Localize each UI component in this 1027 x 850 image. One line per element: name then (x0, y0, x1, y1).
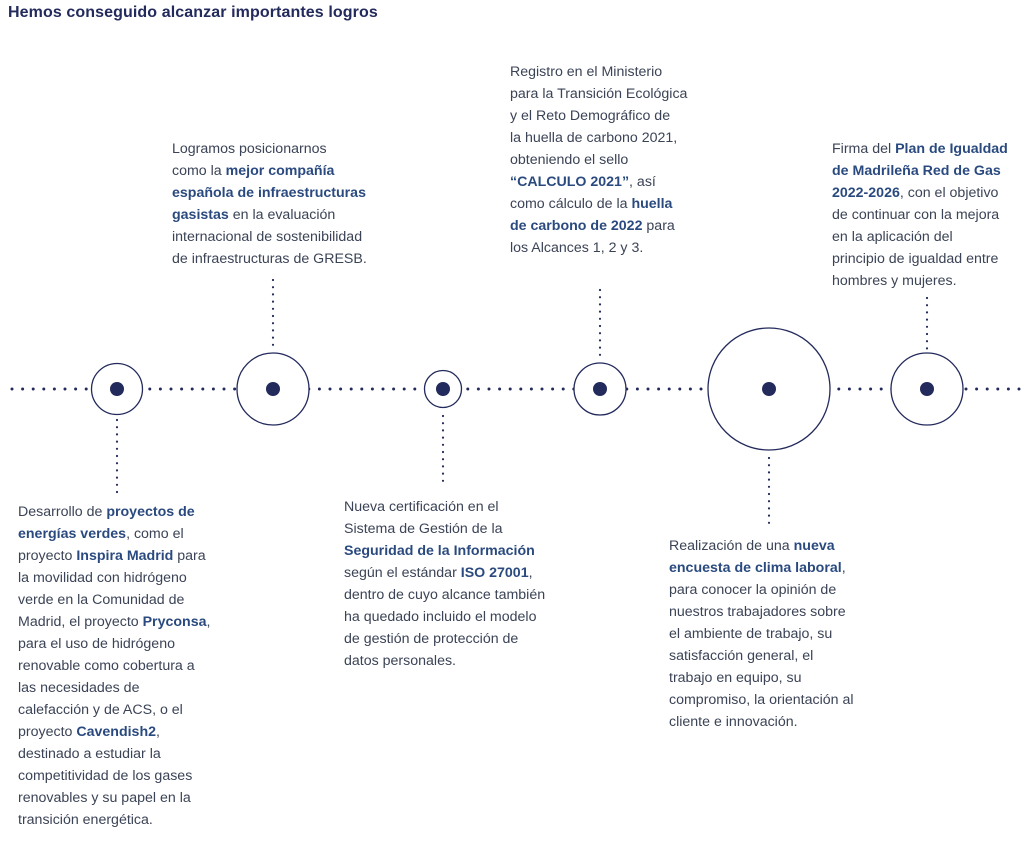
milestone-line (669, 579, 854, 601)
body-text: el ambiente de trabajo, su (669, 626, 833, 642)
body-text: , (841, 560, 846, 576)
body-text: , con el objetivo (899, 185, 999, 201)
highlight-text: de Madrileña Red de Gas (832, 163, 1001, 179)
milestone-line (344, 606, 545, 628)
body-text: dentro de cuyo alcance también (344, 587, 546, 603)
highlight-text: 2022-2026 (832, 185, 900, 201)
milestone-line (344, 562, 545, 584)
milestone-line (510, 105, 687, 127)
body-text: , (206, 614, 211, 630)
milestone-line (344, 650, 545, 672)
body-text: obteniendo el sello (510, 152, 629, 168)
body-text: principio de igualdad entre (832, 251, 999, 267)
milestone-line (832, 204, 1008, 226)
milestone-line (172, 248, 367, 270)
milestone-line (172, 182, 367, 204)
milestone-line (510, 61, 687, 83)
body-text: competitividad de los gases (18, 768, 193, 784)
body-text: la movilidad con hidrógeno (18, 570, 187, 586)
body-text: verde en la Comunidad de (18, 592, 185, 608)
highlight-text: Inspira Madrid (76, 548, 174, 564)
body-text: trabajo en equipo, su (669, 670, 802, 686)
milestone-line (832, 160, 1008, 182)
body-text: Sistema de Gestión de la (344, 521, 503, 537)
body-text: como cálculo de la (510, 196, 632, 212)
node-huella-carbono (574, 363, 626, 415)
body-text: ha quedado incluido el modelo (344, 609, 537, 625)
body-text: en la aplicación del (832, 229, 953, 245)
body-text: proyecto (18, 724, 77, 740)
milestone-line (344, 540, 545, 562)
milestone-line (669, 623, 854, 645)
milestone-line (18, 743, 210, 765)
body-text: proyecto (18, 548, 77, 564)
body-text: según el estándar (344, 565, 461, 581)
body-text: satisfacción general, el (669, 648, 814, 664)
milestone-line (18, 501, 210, 523)
highlight-text: española de infraestructuras (172, 185, 366, 201)
milestone-line (510, 215, 687, 237)
milestone-line (669, 711, 854, 733)
milestone-text-clima-laboral (669, 535, 854, 733)
body-text: la huella de carbono 2021, (510, 130, 678, 146)
highlight-text: energías verdes (18, 526, 127, 542)
node-plan-igualdad (891, 353, 963, 425)
node-energias-verdes (92, 364, 143, 415)
milestone-line (344, 496, 545, 518)
milestone-line (669, 535, 854, 557)
body-text: renovables y su papel en la (18, 790, 191, 806)
milestone-line (510, 83, 687, 105)
body-text: y el Reto Demográfico de (510, 108, 671, 124)
milestone-line (18, 633, 210, 655)
milestone-line (669, 667, 854, 689)
milestone-line (344, 518, 545, 540)
milestone-line (18, 699, 210, 721)
milestone-text-plan-igualdad (832, 138, 1008, 292)
milestone-line (18, 765, 210, 787)
body-text: para el uso de hidrógeno (18, 636, 175, 652)
highlight-text: gasistas (172, 207, 229, 223)
milestone-line (510, 237, 687, 259)
milestone-line (832, 138, 1008, 160)
node-gresb (237, 353, 309, 425)
body-text: para (173, 548, 206, 564)
milestone-line (18, 545, 210, 567)
milestone-line (18, 655, 210, 677)
body-text: hombres y mujeres. (832, 273, 957, 289)
milestone-line (344, 628, 545, 650)
milestone-line (172, 226, 367, 248)
body-text: Nueva certificación en el (344, 499, 499, 515)
milestone-line (18, 787, 210, 809)
body-text: como la (172, 163, 226, 179)
milestone-line (18, 589, 210, 611)
milestone-line (832, 248, 1008, 270)
milestone-line (669, 645, 854, 667)
body-text: compromiso, la orientación al (669, 692, 854, 708)
milestone-line (832, 182, 1008, 204)
highlight-text: huella (631, 196, 673, 212)
milestone-line (832, 226, 1008, 248)
body-text: Firma del (832, 141, 896, 157)
body-text: de gestión de protección de (344, 631, 519, 647)
milestone-text-huella-carbono (510, 61, 687, 259)
body-text: , (156, 724, 160, 740)
milestone-line (18, 809, 210, 831)
milestone-line (18, 523, 210, 545)
milestone-line (18, 567, 210, 589)
body-text: nuestros trabajadores sobre (669, 604, 846, 620)
milestone-line (510, 127, 687, 149)
body-text: cliente e innovación. (669, 714, 798, 730)
milestone-line (172, 204, 367, 226)
body-text: , (528, 565, 533, 581)
page-title: Hemos conseguido alcanzar importantes logros (8, 4, 378, 21)
body-text: en la evaluación (228, 207, 336, 223)
highlight-text: nueva (793, 538, 835, 554)
body-text: Madrid, el proyecto (18, 614, 143, 630)
milestone-line (832, 270, 1008, 292)
body-text: calefacción y de ACS, o el (18, 702, 183, 718)
body-text: transición energética. (18, 812, 153, 828)
body-text: las necesidades de (18, 680, 140, 696)
body-text: Desarrollo de (18, 504, 107, 520)
body-text: Realización de una (669, 538, 794, 554)
body-text: para (642, 218, 675, 234)
milestone-line (510, 149, 687, 171)
body-text: de infraestructuras de GRESB. (172, 251, 367, 267)
body-text: destinado a estudiar la (18, 746, 161, 762)
milestone-text-iso-27001 (344, 496, 545, 672)
milestone-line (669, 689, 854, 711)
highlight-text: Pryconsa (142, 614, 207, 630)
milestone-text-gresb (172, 138, 367, 270)
highlight-text: ISO 27001 (460, 565, 529, 581)
highlight-text: de carbono de 2022 (510, 218, 643, 234)
milestone-line (344, 584, 545, 606)
milestone-line (669, 557, 854, 579)
body-text: , así (629, 174, 656, 190)
body-text: de continuar con la mejora (832, 207, 1000, 223)
highlight-text: encuesta de clima laboral (669, 560, 842, 576)
milestone-line (669, 601, 854, 623)
body-text: internacional de sostenibilidad (172, 229, 363, 245)
milestone-line (172, 160, 367, 182)
node-clima-laboral (708, 328, 830, 450)
milestone-line (510, 193, 687, 215)
highlight-text: mejor compañía (225, 163, 335, 179)
body-text: para la Transición Ecológica (510, 86, 688, 102)
body-text: Logramos posicionarnos (172, 141, 327, 157)
milestone-text-energias-verdes (18, 501, 210, 831)
highlight-text: Plan de Igualdad (895, 141, 1008, 157)
highlight-text: Cavendish2 (76, 724, 156, 740)
milestone-line (510, 171, 687, 193)
body-text: Registro en el Ministerio (510, 64, 663, 80)
body-text: , como el (126, 526, 184, 542)
highlight-text: proyectos de (106, 504, 195, 520)
milestone-line (18, 677, 210, 699)
milestone-line (18, 611, 210, 633)
highlight-text: Seguridad de la Información (344, 543, 535, 559)
body-text: los Alcances 1, 2 y 3. (510, 240, 644, 256)
body-text: datos personales. (344, 653, 456, 669)
node-iso-27001 (425, 371, 462, 408)
highlight-text: “CALCULO 2021” (510, 174, 630, 190)
milestone-line (172, 138, 367, 160)
milestone-line (18, 721, 210, 743)
body-text: para conocer la opinión de (669, 582, 837, 598)
body-text: renovable como cobertura a (18, 658, 195, 674)
